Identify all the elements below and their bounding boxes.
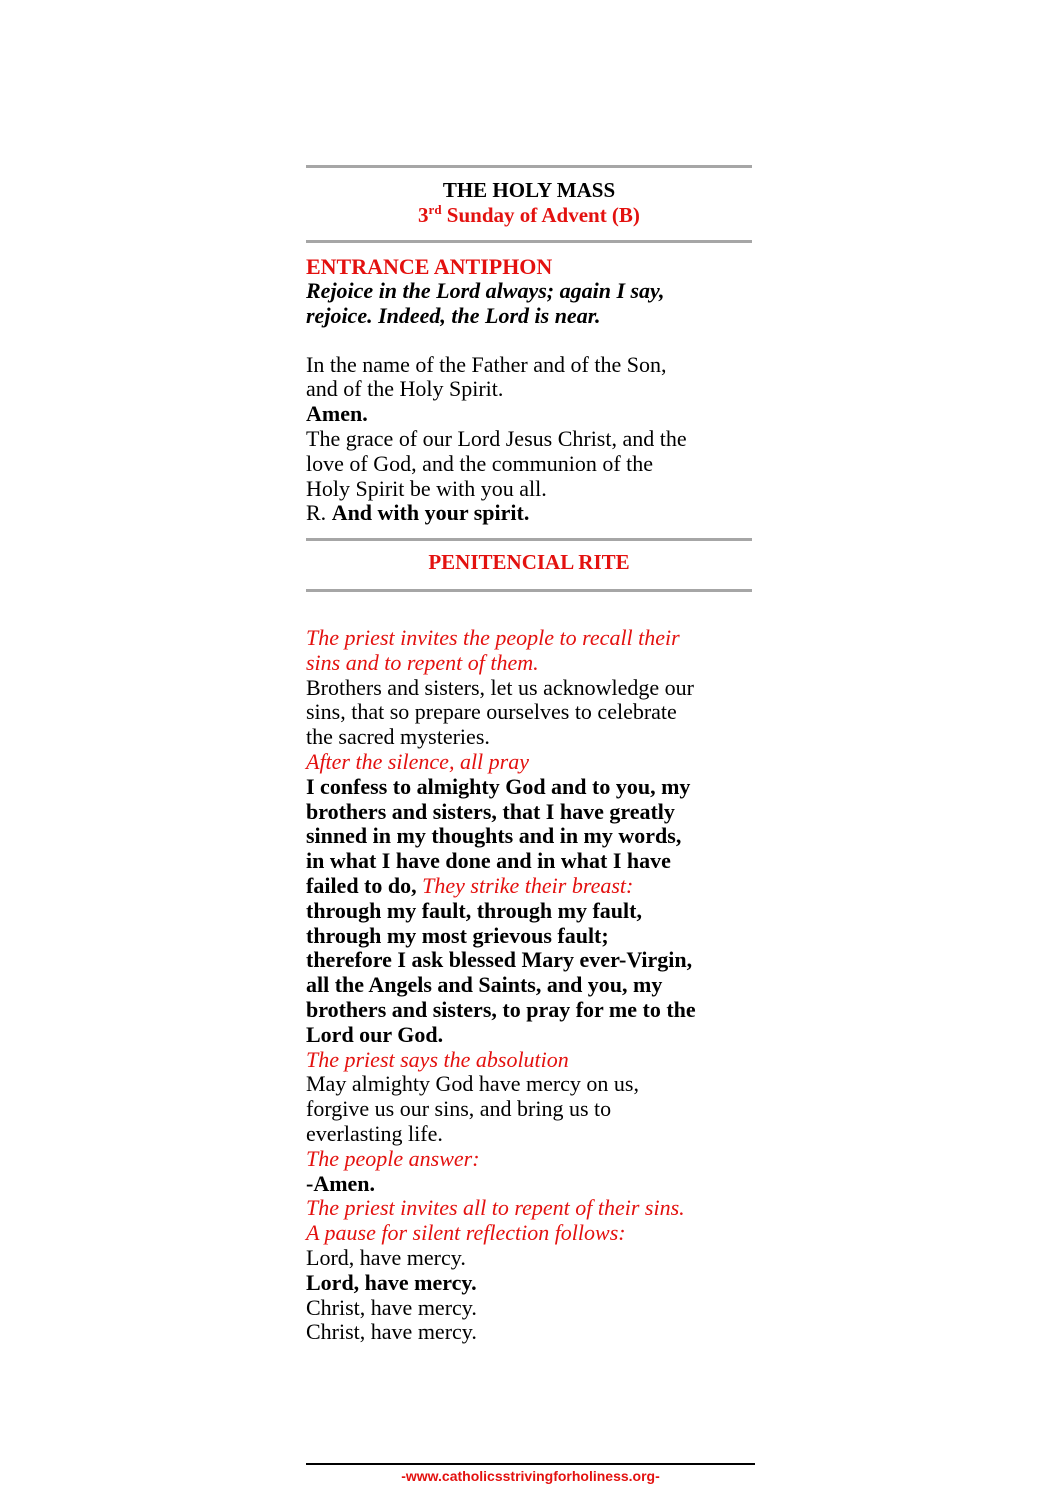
sign-of-cross bbox=[306, 353, 752, 527]
sign-of-cross-line: and of the Holy Spirit. bbox=[306, 376, 504, 402]
subtitle-text: Sunday of Advent (B) bbox=[441, 203, 640, 227]
greeting-line: Holy Spirit be with you all. bbox=[306, 475, 547, 501]
entrance-heading: ENTRANCE ANTIPHON bbox=[306, 254, 553, 279]
penitential-section bbox=[306, 626, 752, 1345]
confiteor-failed: failed to do, bbox=[306, 872, 423, 898]
rubric-line: The priest invites all to repent of their sins. bbox=[306, 1195, 685, 1221]
confiteor-line: Lord our God. bbox=[306, 1021, 444, 1047]
amen-response: -Amen. bbox=[306, 1170, 376, 1196]
confiteor-line: therefore I ask blessed Mary ever-Virgin, bbox=[306, 947, 693, 973]
title-rule bbox=[306, 240, 752, 243]
sign-of-cross-line: In the name of the Father and of the Son, bbox=[306, 351, 667, 377]
section-rule bbox=[306, 538, 752, 541]
entrance-section bbox=[306, 254, 752, 526]
section-rule bbox=[306, 589, 752, 592]
confiteor-line: through my most grievous fault; bbox=[306, 922, 609, 948]
rubric-breast: They strike their breast: bbox=[422, 872, 634, 898]
kyrie-line: Lord, have mercy. bbox=[306, 1244, 466, 1270]
mass-title: THE HOLY MASS bbox=[442, 178, 616, 202]
invitation-line: the sacred mysteries. bbox=[306, 724, 490, 750]
penitential-heading: PENITENCIAL RITE bbox=[428, 550, 630, 574]
kyrie-line: Christ, have mercy. bbox=[306, 1319, 477, 1345]
absolution-line: forgive us our sins, and bring us to bbox=[306, 1096, 612, 1122]
invitation-line: Brothers and sisters, let us acknowledge our bbox=[306, 674, 694, 700]
subtitle-ordinal: rd bbox=[428, 202, 442, 217]
confiteor-line: brothers and sisters, that I have greatly bbox=[306, 798, 675, 824]
rubric-line: sins and to repent of them. bbox=[306, 649, 539, 675]
subtitle-number: 3 bbox=[418, 203, 429, 227]
confiteor-line: in what I have done and in what I have bbox=[306, 848, 671, 874]
rubric-line: The priest invites the people to recall their bbox=[306, 625, 680, 650]
response-prefix: R. bbox=[306, 500, 332, 526]
greeting-response bbox=[306, 501, 752, 526]
antiphon-line: Rejoice in the Lord always; again I say, bbox=[306, 278, 665, 303]
greeting-line: The grace of our Lord Jesus Christ, and the bbox=[306, 425, 687, 451]
absolution-line: May almighty God have mercy on us, bbox=[306, 1071, 639, 1097]
antiphon-line: rejoice. Indeed, the Lord is near. bbox=[306, 302, 601, 328]
entrance-antiphon bbox=[306, 279, 752, 329]
rubric-line: After the silence, all pray bbox=[306, 748, 529, 774]
confiteor-line bbox=[306, 874, 752, 899]
rubric-line: The priest says the absolution bbox=[306, 1046, 569, 1072]
absolution-line: everlasting life. bbox=[306, 1120, 443, 1146]
response-text: And with your spirit. bbox=[331, 500, 530, 526]
page-title bbox=[306, 178, 752, 228]
amen-response: Amen. bbox=[306, 401, 368, 427]
confiteor-line: sinned in my thoughts and in my words, bbox=[306, 823, 682, 849]
confiteor-line: all the Angels and Saints, and you, my bbox=[306, 972, 663, 998]
kyrie-line: Lord, have mercy. bbox=[306, 1269, 477, 1295]
mass-subtitle bbox=[306, 203, 752, 228]
rubric-line: The people answer: bbox=[306, 1145, 480, 1171]
top-rule bbox=[306, 165, 752, 168]
rubric-line: A pause for silent reflection follows: bbox=[306, 1220, 626, 1246]
confiteor-line: brothers and sisters, to pray for me to the bbox=[306, 996, 696, 1022]
kyrie-line: Christ, have mercy. bbox=[306, 1294, 477, 1320]
invitation-line: sins, that so prepare ourselves to celebrate bbox=[306, 699, 677, 725]
confiteor-line: I confess to almighty God and to you, my bbox=[306, 773, 691, 799]
confiteor-line: through my fault, through my fault, bbox=[306, 897, 642, 923]
footer-url: -www.catholicsstrivingforholiness.org- bbox=[401, 1468, 660, 1484]
footer-rule bbox=[306, 1463, 755, 1465]
greeting-line: love of God, and the communion of the bbox=[306, 450, 654, 476]
